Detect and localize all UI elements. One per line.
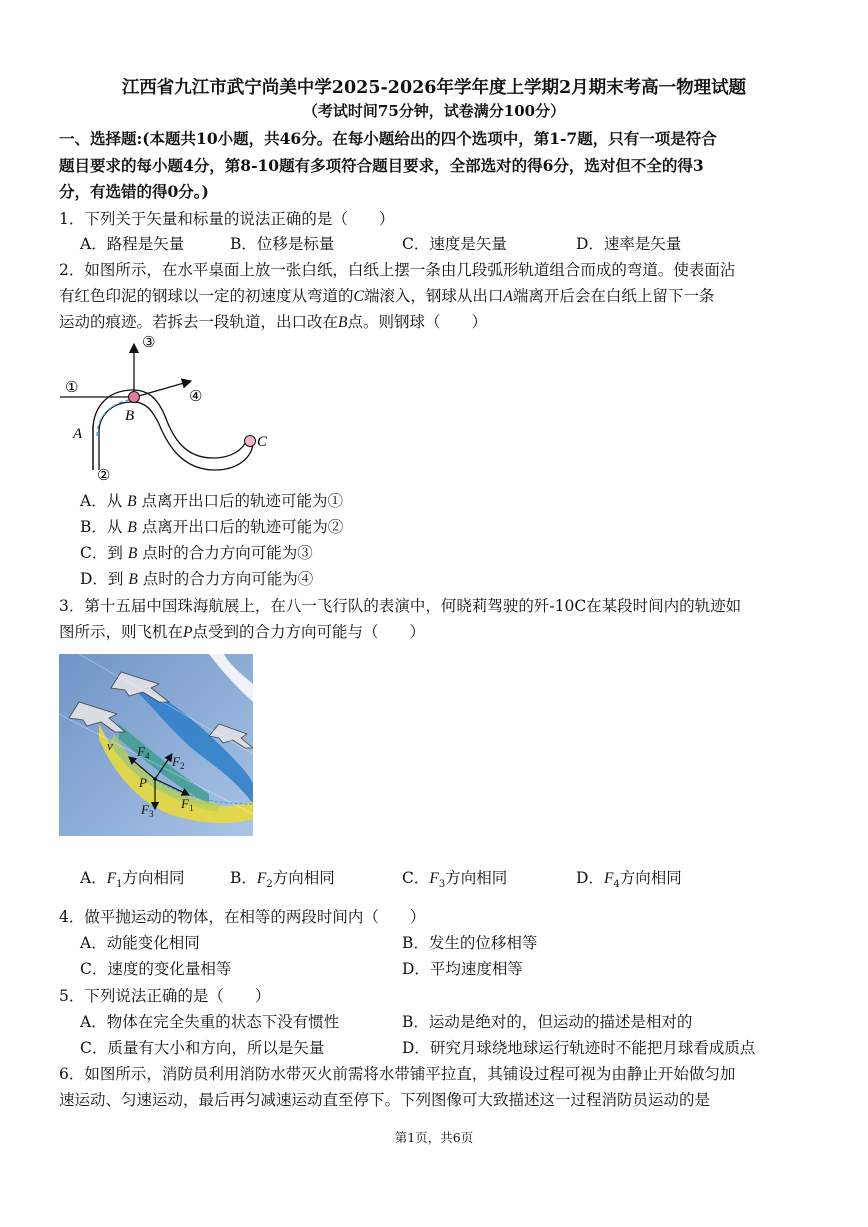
page-number: 第1页，共6页 bbox=[394, 1130, 474, 1145]
q2-option-d: D．到 B 点时的合力方向可能为④ bbox=[80, 570, 314, 588]
q1-option-b: B．位移是标量 bbox=[230, 235, 335, 253]
label-4: ④ bbox=[189, 387, 203, 405]
q4-option-b: B．发生的位移相等 bbox=[402, 934, 538, 952]
q1-stem: 1．下列关于矢量和标量的说法正确的是（ ） bbox=[59, 210, 395, 228]
q3-option-c: C．$F_3$方向相同 bbox=[402, 869, 508, 891]
track-outer bbox=[93, 390, 247, 470]
track-inner bbox=[99, 402, 253, 470]
ball-b bbox=[129, 392, 140, 403]
label-c: C bbox=[257, 434, 268, 450]
q2-option-b: B．从 B 点离开出口后的轨迹可能为② bbox=[80, 518, 344, 536]
q6-stem-line-2: 速运动、匀速运动，最后再匀减速运动直至停下。下列图像可大致描述这一过程消防员运动的是 bbox=[59, 1091, 711, 1109]
q2-stem-line-1: 2．如图所示，在水平桌面上放一张白纸，白纸上摆一条由几段弧形轨道组合而成的弯道。使表面沾 bbox=[59, 261, 736, 279]
page-title: 江西省九江市武宁尚美中学2025-2026年学年度上学期2月期末考高一物理试题 bbox=[121, 78, 747, 98]
q3-stem-line-1: 3．第十五届中国珠海航展上，在八一飞行队的表演中，何晓莉驾驶的歼-10C在某段时间内的轨迹如 bbox=[59, 597, 742, 615]
label-3: ③ bbox=[142, 333, 156, 351]
q1-option-d: D．速率是矢量 bbox=[576, 235, 682, 253]
svg-text:F4: $F_4$ bbox=[137, 744, 150, 761]
track-diagram bbox=[55, 330, 295, 490]
exit-c bbox=[245, 436, 256, 447]
label-2: ② bbox=[97, 466, 111, 484]
q6-stem-line-1: 6．如图所示，消防员利用消防水带灭火前需将水带铺平拉直，其铺设过程可视为由静止开始做匀加 bbox=[59, 1065, 736, 1083]
label-a: A bbox=[73, 426, 83, 442]
label-1: ① bbox=[65, 378, 79, 396]
arrow-4 bbox=[135, 381, 191, 397]
q5-option-b: B．运动是绝对的，但运动的描述是相对的 bbox=[402, 1013, 693, 1031]
q3-option-a: A．$F_1$方向相同 bbox=[80, 869, 185, 891]
q4-option-a: A．动能变化相同 bbox=[80, 934, 200, 952]
label-b: B bbox=[125, 408, 135, 424]
svg-text:F3: $F_3$ bbox=[141, 802, 154, 819]
q5-option-d: D．研究月球绕地球运行轨迹时不能把月球看成质点 bbox=[402, 1039, 756, 1057]
airshow-photo bbox=[59, 654, 253, 836]
q3-option-b: B．$F_2$方向相同 bbox=[230, 869, 335, 891]
q5-option-c: C．质量有大小和方向，所以是矢量 bbox=[80, 1039, 325, 1057]
svg-text:F2: $F_2$ bbox=[172, 754, 185, 771]
q4-option-d: D．平均速度相等 bbox=[402, 960, 523, 978]
q2-stem-line-3: 运动的痕迹。若拆去一段轨道，出口改在B点。则钢球（ ） bbox=[59, 313, 487, 331]
q1-option-c: C．速度是矢量 bbox=[402, 235, 507, 253]
q2-option-c: C．到 B 点时的合力方向可能为③ bbox=[80, 544, 313, 562]
q4-stem: 4．做平抛运动的物体，在相等的两段时间内（ ） bbox=[59, 908, 426, 926]
q1-option-a: A．路程是矢量 bbox=[80, 235, 185, 253]
section-header-line-1: 一、选择题:(本题共10小题，共46分。在每小题给出的四个选项中，第1-7题，只有一项是符合 bbox=[59, 129, 717, 148]
svg-text:F1: $F_1$ bbox=[181, 796, 194, 813]
q2-option-a: A．从 B 点离开出口后的轨迹可能为① bbox=[80, 492, 344, 510]
q3-stem-line-2: 图所示，则飞机在P点受到的合力方向可能与（ ） bbox=[59, 623, 425, 641]
q2-stem-line-2: 有红色印泥的钢球以一定的初速度从弯道的C端滚入，钢球从出口A端离开后会在白纸上留下一条 bbox=[59, 287, 715, 305]
exam-info: （考试时间75分钟，试卷满分100分） bbox=[302, 102, 566, 120]
section-header-line-3: 分，有选错的得0分。) bbox=[59, 182, 209, 201]
q5-option-a: A．物体在完全失重的状态下没有惯性 bbox=[80, 1013, 340, 1031]
label-v: v bbox=[107, 738, 113, 753]
q4-option-c: C．速度的变化量相等 bbox=[80, 960, 232, 978]
q5-stem: 5．下列说法正确的是（ ） bbox=[59, 987, 271, 1005]
label-p: P bbox=[139, 775, 147, 790]
section-header-line-2: 题目要求的每小题4分，第8-10题有多项符合题目要求，全部选对的得6分，选对但不全的得3 bbox=[59, 156, 704, 175]
q3-option-d: D．$F_4$方向相同 bbox=[576, 869, 682, 891]
